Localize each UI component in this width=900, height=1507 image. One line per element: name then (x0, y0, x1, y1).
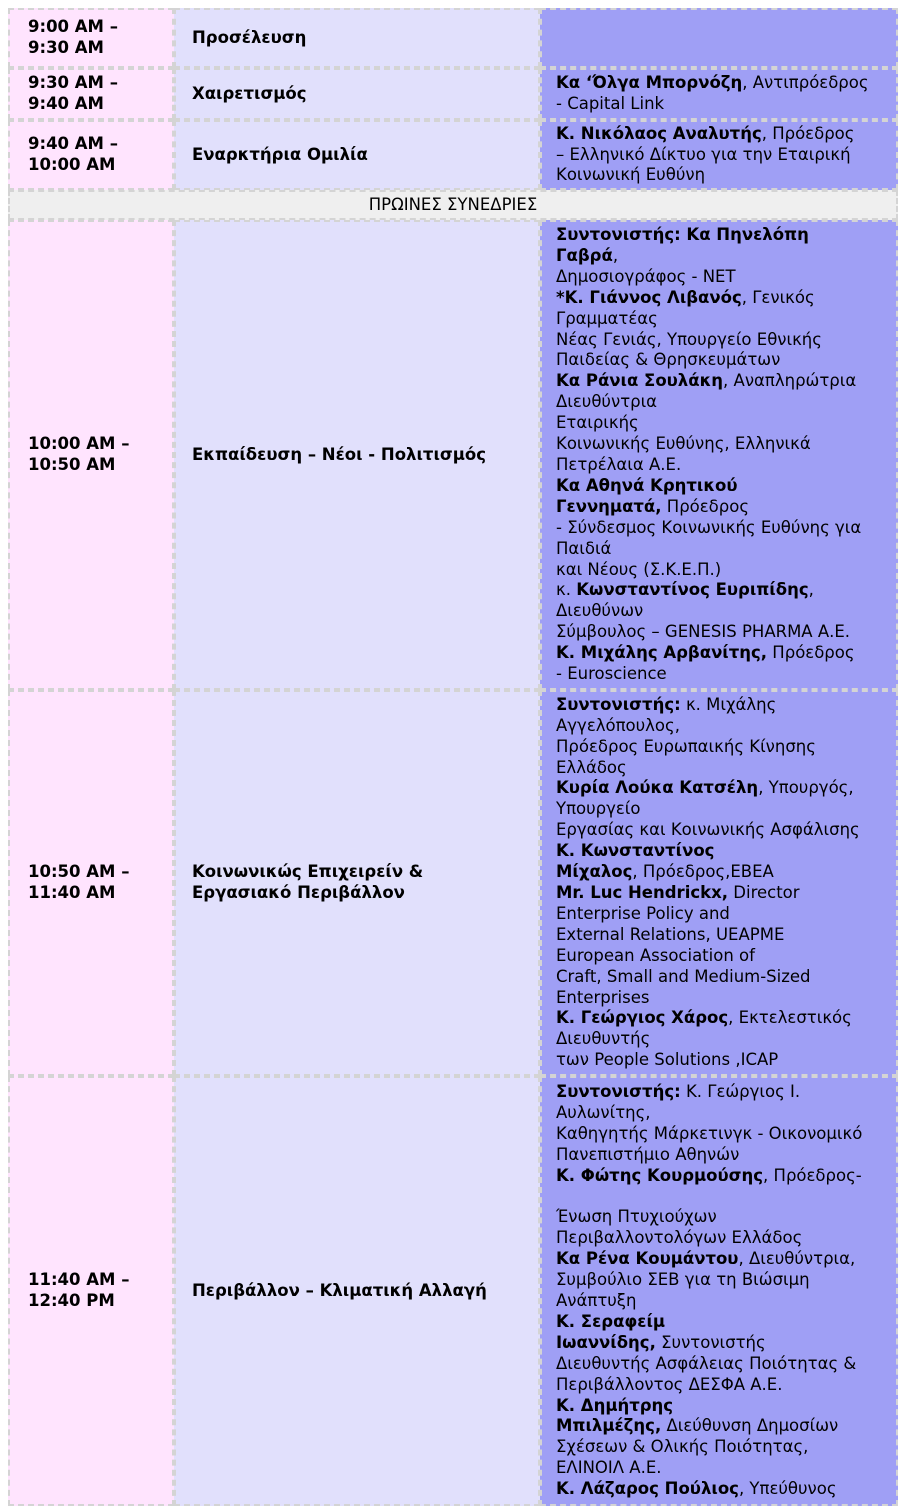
time-line: 11:40 AM (28, 883, 116, 902)
speakers-cell (540, 68, 898, 120)
speaker-line (556, 1207, 890, 1228)
time-cell (8, 1076, 174, 1506)
speaker-line (556, 1333, 890, 1354)
speaker-line (556, 664, 890, 685)
speaker-role: Κοινωνικής Ευθύνης, Ελληνικά (556, 434, 811, 454)
speaker-role: , Υπουργός, (758, 778, 854, 798)
schedule-body (8, 8, 898, 1506)
table-row (8, 68, 898, 120)
time-line: 10:00 AM (28, 155, 116, 174)
speaker-role: Γραμματέας (556, 308, 658, 328)
speaker-role: Καθηγητής Μάρκετινγκ - Οικονομικό (556, 1123, 863, 1143)
speaker-role: Περιβαλλοντολόγων Ελλάδος (556, 1228, 803, 1248)
speaker-line (556, 73, 890, 94)
speaker-name: Κα Ρένα Κουμάντου (556, 1249, 739, 1269)
table-row (8, 120, 898, 190)
speaker-name: Κ. Λάζαρος Πούλιος (556, 1479, 739, 1499)
speaker-role: , Πρόεδρος,ΕΒΕΑ (632, 862, 774, 882)
speaker-role: Αυλωνίτης, (556, 1102, 651, 1122)
time-cell (8, 8, 174, 68)
speaker-line (556, 1396, 890, 1417)
speaker-role: Ελλάδος (556, 757, 627, 777)
speaker-line (556, 1050, 890, 1071)
speaker-line (556, 1103, 890, 1124)
speaker-role: Enterprise Policy and (556, 903, 730, 923)
speaker-role: Διεύθυνση Δημοσίων (661, 1416, 839, 1436)
speaker-line (556, 695, 890, 716)
speaker-line (556, 1479, 890, 1500)
time-line: 10:50 AM (28, 455, 116, 474)
speaker-role: - Capital Link (556, 94, 665, 113)
speaker-line (556, 165, 890, 186)
speakers-cell (540, 8, 898, 68)
speaker-role: , (808, 580, 814, 600)
speaker-line (556, 1437, 890, 1458)
speakers-cell (540, 220, 898, 690)
speaker-role: Πετρέλαια Α.Ε. (556, 455, 682, 474)
speaker-line (556, 988, 890, 1009)
topic-cell (174, 120, 540, 190)
speaker-line (556, 1375, 890, 1396)
speaker-name: Γεννηματά, (556, 496, 662, 516)
speaker-line (556, 1416, 890, 1437)
speaker-line (556, 560, 890, 581)
speaker-line (556, 455, 890, 476)
time-cell (8, 68, 174, 120)
topic-cell (174, 220, 540, 690)
speaker-role: Παιδιά (556, 538, 612, 558)
speaker-role: Νέας Γενιάς, Υπουργείο Εθνικής (556, 329, 822, 349)
speaker-line (556, 862, 890, 883)
topic-line: Προσέλευση (192, 27, 307, 47)
speaker-line (556, 413, 890, 434)
speaker-line (556, 1249, 890, 1270)
speaker-name: Γαβρά (556, 245, 613, 265)
topic-cell (174, 690, 540, 1076)
speaker-line (556, 778, 890, 799)
speaker-role: Craft, Small and Medium-Sized (556, 966, 811, 986)
speaker-line (556, 1008, 890, 1029)
speaker-line (556, 267, 890, 288)
time-line: 9:30 AM – (28, 73, 118, 93)
speaker-line (556, 601, 890, 622)
topic-cell (174, 1076, 540, 1506)
speaker-name: Κ. Σεραφείμ (556, 1311, 666, 1331)
speaker-line (556, 925, 890, 946)
topic-line: Εναρκτήρια Ομιλία (192, 144, 368, 164)
speaker-name: Κ. Μιχάλης Αρβανίτης, (556, 643, 768, 663)
speaker-name: Συντονιστής: (556, 1081, 681, 1101)
speaker-role: - Σύνδεσμος Κοινωνικής Ευθύνης για (556, 517, 862, 537)
speaker-line (556, 476, 890, 497)
speaker-role: Director (728, 883, 800, 902)
speaker-role: Εταιρικής (556, 413, 639, 433)
section-row (8, 190, 898, 220)
topic-line: Περιβάλλον – Κλιματική Αλλαγή (192, 1280, 487, 1300)
time-line: 9:40 AM (28, 94, 104, 113)
speaker-line (556, 330, 890, 351)
time-line: 9:40 AM – (28, 134, 118, 154)
speaker-name: Κα ‘Όλγα Μπορνόζη (556, 73, 743, 93)
speaker-line (556, 288, 890, 309)
speaker-role: , Αντιπρόεδρος (742, 73, 869, 93)
speaker-role: , Γενικός (741, 287, 815, 307)
speaker-role: Πανεπιστήμιο Αθηνών (556, 1144, 740, 1164)
speakers-cell (540, 1076, 898, 1506)
speakers-cell (540, 690, 898, 1076)
speaker-role: - Euroscience (556, 664, 667, 684)
speaker-role: Συντονιστής (655, 1332, 766, 1352)
speaker-name: Μίχαλος (556, 862, 633, 882)
speaker-name: Κυρία Λούκα Κατσέλη (556, 778, 759, 798)
speaker-role: Αγγελόπουλος, (556, 715, 680, 735)
speaker-line (556, 518, 890, 539)
speaker-role: Διευθύνων (556, 601, 644, 621)
topic-line: Κοινωνικώς Επιχειρείν & (192, 862, 424, 882)
speaker-role: Περιβάλλοντος ΔΕΣΦΑ Α.Ε. (556, 1374, 783, 1394)
time-line: 9:00 AM – (28, 17, 118, 37)
table-row (8, 8, 898, 68)
table-row (8, 220, 898, 690)
speaker-name: Κωνσταντίνος Ευριπίδης (576, 580, 809, 600)
speaker-role: και Νέους (Σ.Κ.Ε.Π.) (556, 559, 722, 579)
speaker-role: ΕΛΙΝΟΙΛ Α.Ε. (556, 1458, 662, 1478)
speaker-line (556, 225, 890, 246)
speaker-role: External Relations, UEAPME (556, 924, 785, 944)
speaker-role: Κ. Γεώργιος Ι. (680, 1081, 801, 1101)
speaker-name: Κ. Δημήτρης (556, 1395, 674, 1415)
time-line: 10:50 AM – (28, 862, 130, 882)
speaker-role: Πρόεδρος (767, 643, 855, 663)
speaker-role: Διευθυντής (556, 1029, 651, 1049)
speaker-role: , Πρόεδρος- (763, 1165, 862, 1185)
speaker-name: Κ. Γεώργιος Χάρος (556, 1008, 729, 1028)
speaker-role: European Association of (556, 945, 755, 965)
table-row (8, 1076, 898, 1506)
speaker-role: των People Solutions ,ICAP (556, 1050, 779, 1070)
speaker-role: Enterprises (556, 987, 650, 1007)
speaker-line (556, 1124, 890, 1145)
speaker-line (556, 1145, 890, 1166)
speaker-line (556, 1186, 890, 1207)
speaker-role: Υπουργείο (556, 799, 641, 819)
speaker-line (556, 497, 890, 518)
speaker-line (556, 883, 890, 904)
speakers-cell (540, 120, 898, 190)
speaker-role: , Πρόεδρος (761, 123, 855, 143)
speaker-line (556, 1029, 890, 1050)
speaker-name: Κ. Κωνσταντίνος (556, 841, 715, 861)
speaker-line (556, 716, 890, 737)
topic-line: Εργασιακό Περιβάλλον (192, 883, 405, 902)
speaker-name: *Κ. Γιάννος Λιβανός (556, 287, 742, 307)
speaker-line (556, 1312, 890, 1333)
schedule-table (8, 8, 898, 1506)
speaker-line (556, 1166, 890, 1187)
speaker-role: κ. Μιχάλης (680, 694, 777, 714)
speaker-line (556, 580, 890, 601)
speaker-role: Διευθύντρια (556, 392, 658, 412)
speaker-line (556, 145, 890, 166)
speaker-role: Ένωση Πτυχιούχων (556, 1207, 717, 1227)
speaker-name: Συντονιστής: (556, 694, 681, 714)
speaker-role: , (612, 245, 619, 265)
speaker-line (556, 820, 890, 841)
speaker-line (556, 758, 890, 779)
speaker-role: , Υπεύθυνος (738, 1479, 837, 1499)
speaker-line (556, 246, 890, 267)
table-row (8, 690, 898, 1076)
topic-cell (174, 68, 540, 120)
time-cell (8, 220, 174, 690)
speaker-name: Συντονιστής: Κα Πηνελόπη (556, 225, 809, 245)
speaker-line (556, 1228, 890, 1249)
speaker-line (556, 622, 890, 643)
speaker-line (556, 392, 890, 413)
speaker-role: Εργασίας και Κοινωνικής Ασφάλισης (556, 820, 860, 840)
speaker-name: Κ. Φώτης Κουρμούσης (556, 1165, 764, 1185)
speaker-line (556, 737, 890, 758)
time-cell (8, 120, 174, 190)
speaker-name: Μπιλμέζης, (556, 1416, 662, 1436)
speaker-line (556, 371, 890, 392)
speaker-line (556, 434, 890, 455)
section-heading: ΠΡΩΙΝΕΣ ΣΥΝΕΔΡΙΕΣ (8, 190, 898, 220)
speaker-role: – Ελληνικό Δίκτυο για την Εταιρική (556, 144, 851, 164)
speaker-name: Κα Αθηνά Κρητικού (556, 475, 738, 495)
speaker-name: Mr. Luc Hendrickx, (556, 883, 729, 902)
speaker-role: Ανάπτυξη (556, 1291, 637, 1310)
speaker-line (556, 1354, 890, 1375)
speaker-role: , Εκτελεστικός (728, 1008, 852, 1028)
time-line: 11:40 AM – (28, 1270, 130, 1290)
speaker-line (556, 946, 890, 967)
speaker-role: Πρόεδρος (661, 496, 750, 516)
speaker-line (556, 643, 890, 664)
speaker-line (556, 841, 890, 862)
speaker-line (556, 1291, 890, 1312)
speaker-line (556, 904, 890, 925)
speaker-line (556, 967, 890, 988)
speaker-role: Σχέσεων & Ολικής Ποιότητας, (556, 1437, 809, 1457)
time-cell (8, 690, 174, 1076)
time-line: 12:40 PM (28, 1291, 115, 1310)
speaker-line (556, 1270, 890, 1291)
speaker-role: Δημοσιογράφος - NET (556, 266, 736, 286)
speaker-line (556, 350, 890, 371)
time-line: 10:00 AM – (28, 434, 130, 454)
speaker-line (556, 1082, 890, 1103)
speaker-role: Σύμβουλος – GENESIS PHARMA Α.Ε. (556, 622, 851, 642)
speaker-name: Ιωαννίδης, (556, 1332, 656, 1352)
speaker-role: Κοινωνική Ευθύνη (556, 165, 706, 185)
speaker-role: Πρόεδρος Ευρωπαικής Κίνησης (556, 736, 816, 756)
speaker-role: Παιδείας & Θρησκευμάτων (556, 350, 781, 370)
speaker-role: , Αναπληρώτρια (723, 371, 857, 391)
speaker-role: Συμβούλιο ΣΕΒ για τη Βιώσιμη (556, 1270, 810, 1290)
time-line: 9:30 AM (28, 38, 104, 57)
topic-line: Χαιρετισμός (192, 83, 307, 103)
speaker-line (556, 94, 890, 115)
speaker-line (556, 1458, 890, 1479)
speaker-name: Κ. Νικόλαος Αναλυτής (556, 123, 762, 143)
topic-cell (174, 8, 540, 68)
speaker-role: Διευθυντής Ασφάλειας Ποιότητας & (556, 1353, 857, 1373)
speaker-line (556, 799, 890, 820)
speaker-role: κ. (556, 580, 577, 600)
speaker-line (556, 124, 890, 145)
topic-line: Εκπαίδευση – Νέοι - Πολιτισμός (192, 444, 486, 464)
speaker-name: Κα Ράνια Σουλάκη (556, 371, 724, 391)
speaker-role: , Διευθύντρια, (738, 1249, 856, 1269)
speaker-line (556, 309, 890, 330)
speaker-line (556, 539, 890, 560)
